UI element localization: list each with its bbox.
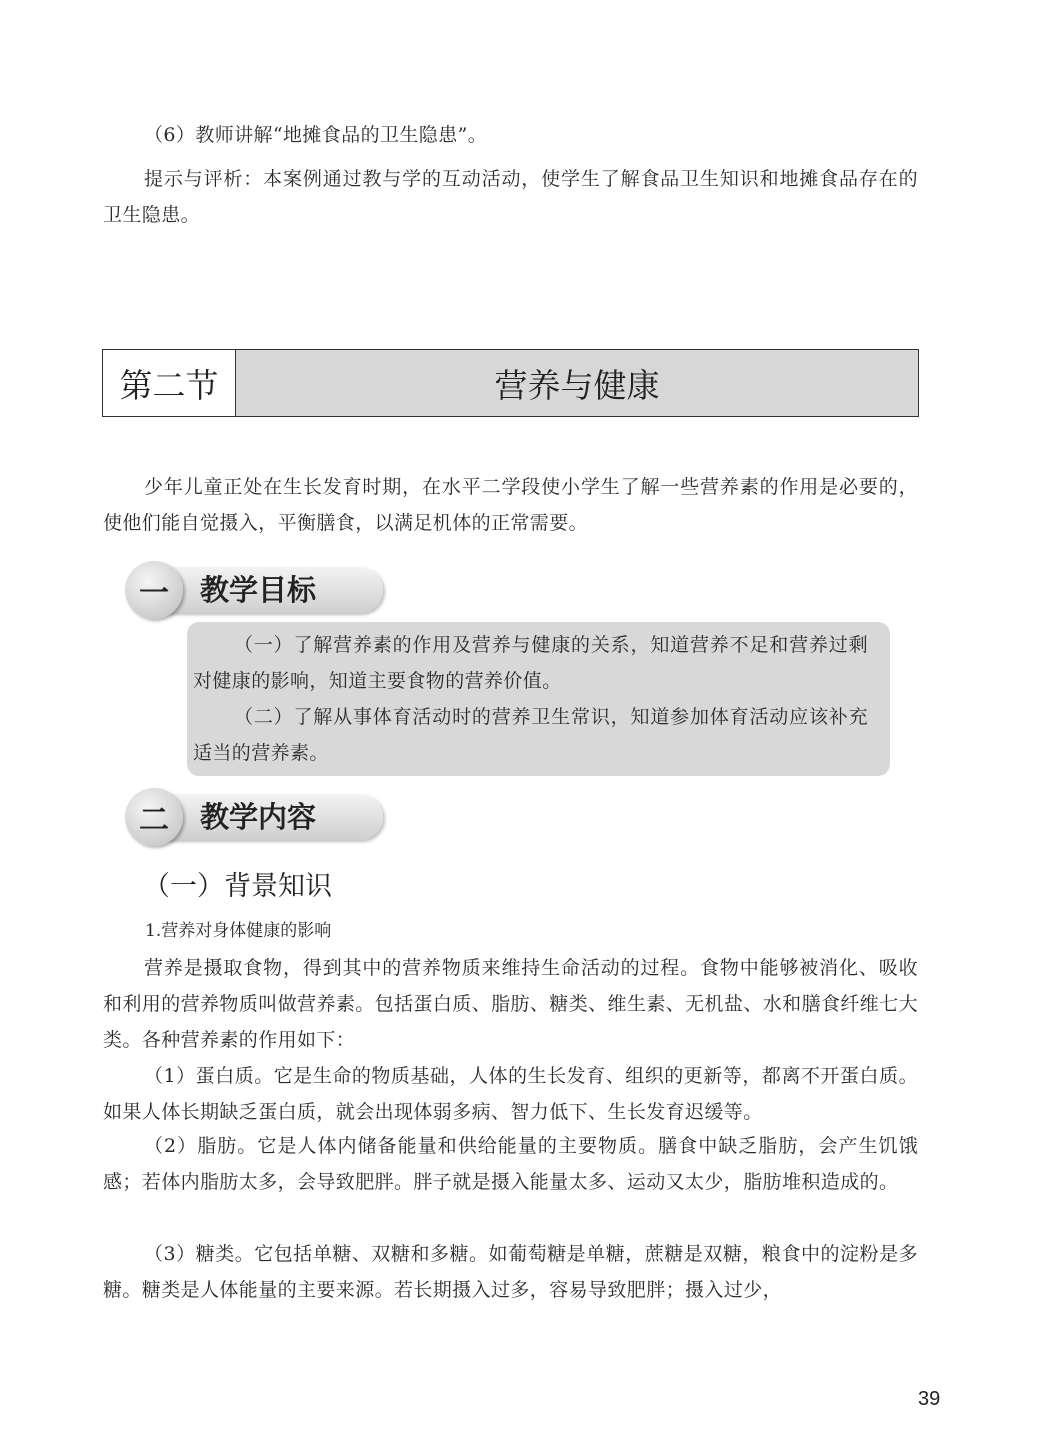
small-title: 1.营养对身体健康的影响 bbox=[145, 921, 332, 941]
body-paragraph: （2）脂肪。它是人体内储备能量和供给能量的主要物质。膳食中缺乏脂肪，会产生饥饿感；若体内脂肪太多，会导致肥胖。胖子就是摄入能量太多、运动又太少，脂肪堆积造成的。 bbox=[103, 1135, 918, 1193]
paragraph-intro: 少年儿童正处在生长发育时期，在水平二学段使小学生了解一些营养素的作用是必要的，使他们能自觉摄入，平衡膳食，以满足机体的正常需要。 bbox=[103, 476, 918, 534]
paragraph-item6: （6）教师讲解“地摊食品的卫生隐患”。 bbox=[144, 124, 488, 146]
subheading-background: （一）背景知识 bbox=[143, 871, 332, 902]
heading-text: 教学目标 bbox=[200, 573, 317, 607]
paragraph-hint: 提示与评析：本案例通过教与学的互动活动，使学生了解食品卫生知识和地摊食品存在的卫生隐患。 bbox=[103, 168, 918, 226]
heading-number: 二 bbox=[125, 788, 183, 846]
heading-teaching-goals bbox=[125, 561, 385, 617]
page-number: 39 bbox=[918, 1388, 941, 1410]
section-title: 营养与健康 bbox=[494, 365, 660, 405]
heading-text: 教学内容 bbox=[200, 800, 317, 834]
heading-teaching-content bbox=[125, 788, 385, 844]
section-header bbox=[102, 349, 919, 417]
goals-box bbox=[187, 622, 890, 776]
body-paragraph: 营养是摄取食物，得到其中的营养物质来维持生命活动的过程。食物中能够被消化、吸收和利用的营养物质叫做营养素。包括蛋白质、脂肪、糖类、维生素、无机盐、水和膳食纤维七大类。各种营养素的作用如下： bbox=[103, 957, 918, 1051]
section-label: 第二节 bbox=[103, 350, 236, 416]
body-paragraph: （3）糖类。它包括单糖、双糖和多糖。如葡萄糖是单糖，蔗糖是双糖，粮食中的淀粉是多糖。糖类是人体能量的主要来源。若长期摄入过多，容易导致肥胖；摄入过少， bbox=[103, 1243, 918, 1301]
goal-item: （一）了解营养素的作用及营养与健康的关系，知道营养不足和营养过剩对健康的影响，知道主要食物的营养价值。 bbox=[193, 634, 868, 692]
body-paragraph: （1）蛋白质。它是生命的物质基础，人体的生长发育、组织的更新等，都离不开蛋白质。如果人体长期缺乏蛋白质，就会出现体弱多病、智力低下、生长发育迟缓等。 bbox=[103, 1065, 918, 1123]
heading-number: 一 bbox=[125, 561, 183, 619]
goal-item: （二）了解从事体育活动时的营养卫生常识，知道参加体育活动应该补充适当的营养素。 bbox=[193, 706, 868, 764]
